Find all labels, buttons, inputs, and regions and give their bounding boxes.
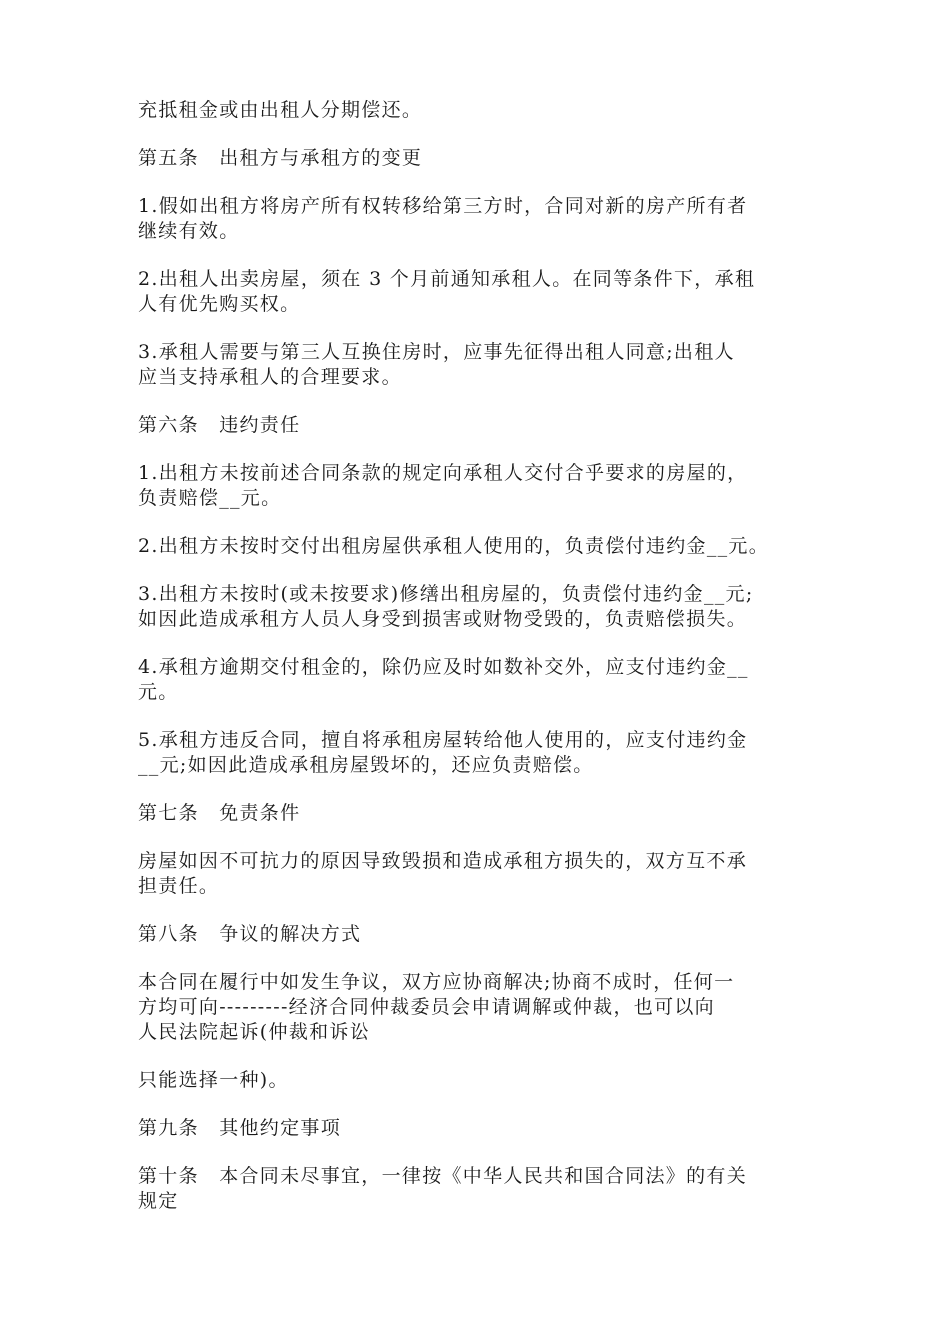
text-line: 方均可向---------经济合同仲裁委员会申请调解或仲裁，也可以向 — [138, 996, 715, 1018]
article-7-body — [138, 849, 828, 899]
text-line: __元;如因此造成承租房屋毁坏的，还应负责赔偿。 — [138, 754, 594, 776]
article-5-clause-1 — [138, 194, 828, 244]
text-line: 第七条 免责条件 — [138, 802, 301, 824]
article-6-clause-3 — [138, 582, 828, 632]
article-6-clause-5 — [138, 728, 828, 778]
text-line: 房屋如因不可抗力的原因导致毁损和造成承租方损失的，双方互不承 — [138, 850, 748, 872]
text-line: 担责任。 — [138, 875, 220, 897]
text-line: 充抵租金或由出租人分期偿还。 — [138, 99, 423, 121]
article-6-clause-4 — [138, 655, 828, 705]
text-line: 本合同在履行中如发生争议，双方应协商解决;协商不成时，任何一 — [138, 971, 735, 993]
text-line: 3.出租方未按时(或未按要求)修缮出租房屋的，负责偿付违约金__元; — [138, 583, 754, 605]
text-line: 负责赔偿__元。 — [138, 487, 282, 509]
text-line: 2.出租方未按时交付出租房屋供承租人使用的，负责偿付违约金__元。 — [138, 535, 770, 557]
article-6-clause-1 — [138, 461, 828, 511]
article-8-body — [138, 970, 828, 1045]
article-7-heading — [138, 801, 828, 826]
article-8-body-continued — [138, 1068, 828, 1093]
text-line: 如因此造成承租方人员人身受到损害或财物受毁的，负责赔偿损失。 — [138, 608, 748, 630]
text-line: 1.出租方未按前述合同条款的规定向承租人交付合乎要求的房屋的， — [138, 462, 748, 484]
text-line: 人有优先购买权。 — [138, 293, 301, 315]
article-5-clause-3 — [138, 340, 828, 390]
text-line: 继续有效。 — [138, 220, 240, 242]
paragraph-rent-offset — [138, 98, 828, 123]
text-line: 只能选择一种)。 — [138, 1069, 289, 1091]
text-line: 第五条 出租方与承租方的变更 — [138, 147, 423, 169]
text-line: 第八条 争议的解决方式 — [138, 923, 362, 945]
text-line: 元。 — [138, 681, 179, 703]
text-line: 第十条 本合同未尽事宜，一律按《中华人民共和国合同法》的有关 — [138, 1165, 748, 1187]
text-line: 2.出租人出卖房屋，须在 3 个月前通知承租人。在同等条件下，承租 — [138, 268, 756, 290]
article-9-heading — [138, 1116, 828, 1141]
article-10-body — [138, 1164, 828, 1214]
text-line: 应当支持承租人的合理要求。 — [138, 366, 402, 388]
text-line: 第六条 违约责任 — [138, 414, 301, 436]
text-line: 1.假如出租方将房产所有权转移给第三方时，合同对新的房产所有者 — [138, 195, 748, 217]
article-8-heading — [138, 922, 828, 947]
article-5-clause-2 — [138, 267, 828, 317]
text-line: 5.承租方违反合同，擅自将承租房屋转给他人使用的，应支付违约金 — [138, 729, 748, 751]
text-line: 第九条 其他约定事项 — [138, 1117, 342, 1139]
text-line: 人民法院起诉(仲裁和诉讼 — [138, 1021, 371, 1043]
article-6-clause-2 — [138, 534, 828, 559]
document-body — [138, 98, 828, 1237]
text-line: 4.承租方逾期交付租金的，除仍应及时如数补交外，应支付违约金__ — [138, 656, 749, 678]
text-line: 规定 — [138, 1190, 179, 1212]
article-5-heading — [138, 146, 828, 171]
text-line: 3.承租人需要与第三人互换住房时，应事先征得出租人同意;出租人 — [138, 341, 735, 363]
article-6-heading — [138, 413, 828, 438]
